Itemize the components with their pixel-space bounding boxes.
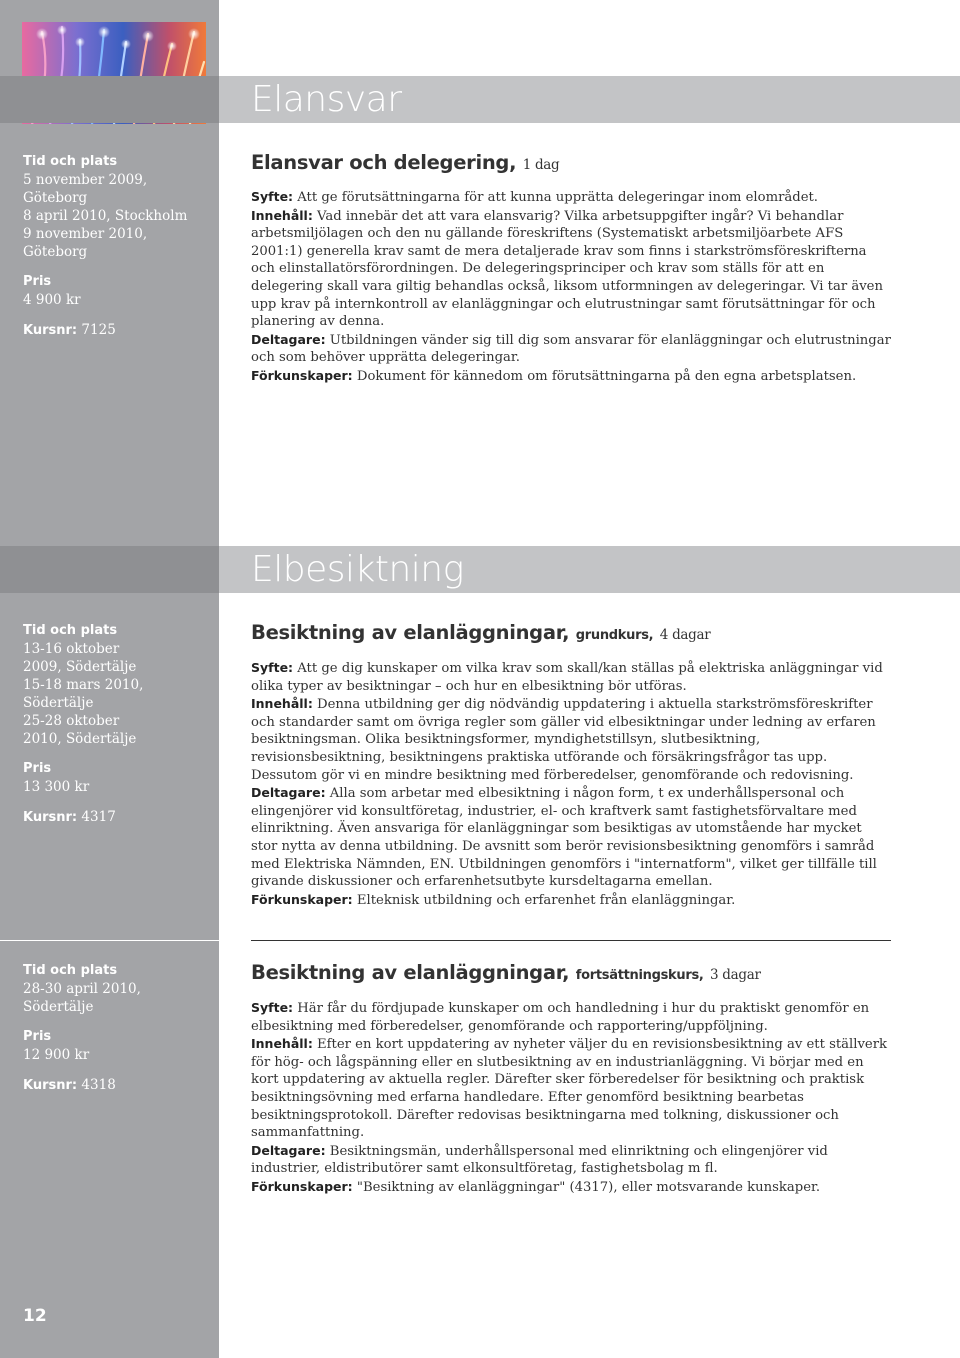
course-paragraph: [251, 659, 891, 695]
paragraph-key: Deltagare:: [251, 1142, 326, 1158]
kursnr-value: 4318: [81, 1077, 116, 1093]
course-info-fortsattningskurs: [23, 962, 213, 1095]
paragraph-text: Här får du fördjupade kunskaper om och handledning i hur du praktiskt genomför en elbesiktning med förberedelser, genomförande och rapportering/uppföljning.: [251, 1001, 870, 1034]
pris-value: 4 900 kr: [23, 292, 81, 308]
paragraph-key: Syfte:: [251, 1000, 294, 1015]
course-subtitle: fortsättningskurs,: [575, 968, 704, 983]
course-date: 28-30 april 2010, Södertälje: [23, 981, 141, 1015]
course-divider: [251, 940, 891, 941]
tid-label: Tid och plats: [23, 154, 118, 169]
paragraph-key: Syfte:: [251, 189, 294, 204]
course-title-text: Elansvar och delegering,: [251, 151, 517, 174]
pris-label: Pris: [23, 761, 52, 776]
course-paragraph: [251, 999, 891, 1035]
paragraph-key: Förkunskaper:: [251, 891, 353, 907]
course-subtitle: grundkurs,: [575, 628, 654, 643]
section-band-elbesiktning: [0, 546, 960, 593]
kursnr-label: Kursnr:: [23, 1078, 78, 1093]
course-besiktning-grundkurs: [251, 620, 891, 909]
pris-value: 13 300 kr: [23, 779, 90, 795]
course-info-grundkurs: [23, 622, 213, 827]
course-date: 9 november 2010, Göteborg: [23, 226, 148, 260]
course-date: 8 april 2010, Stockholm: [23, 208, 188, 224]
course-duration: 4 dagar: [659, 627, 711, 643]
course-paragraph: [251, 1035, 891, 1142]
course-duration: 3 dagar: [710, 967, 761, 983]
course-paragraph: [251, 695, 891, 784]
course-paragraph: [251, 1142, 891, 1178]
paragraph-key: Innehåll:: [251, 696, 313, 712]
paragraph-text: Att ge dig kunskaper om vilka krav som skall/kan ställas på elektriska anläggningar vid olika typer av besiktningar – och hur en elbesiktning bör utföras.: [251, 661, 883, 694]
course-paragraph: [251, 188, 891, 207]
tid-label: Tid och plats: [23, 963, 118, 978]
course-title: [251, 960, 891, 989]
course-paragraph: [251, 784, 891, 891]
pris-label: Pris: [23, 274, 52, 289]
paragraph-key: Innehåll:: [251, 207, 313, 223]
sidebar-divider: [0, 940, 219, 941]
course-paragraph: [251, 1178, 891, 1197]
paragraph-key: Deltagare:: [251, 331, 326, 347]
course-elansvar-delegering: [251, 150, 891, 386]
course-info-elansvar: [23, 153, 213, 340]
band-shade: [0, 546, 219, 593]
course-title: [251, 620, 891, 649]
paragraph-key: Deltagare:: [251, 785, 326, 801]
section-title: Elansvar: [251, 79, 402, 120]
paragraph-text: Dokument för kännedom om förutsättningarna på den egna arbetsplatsen.: [352, 368, 857, 384]
kursnr-label: Kursnr:: [23, 810, 78, 825]
pris-label: Pris: [23, 1029, 52, 1044]
section-title: Elbesiktning: [251, 549, 464, 590]
course-date: 5 november 2009, Göteborg: [23, 172, 148, 206]
paragraph-text: Efter en kort uppdatering av nyheter väljer du en revisionsbesiktning av ett ställverk för hög- och lågspänning eller en slutbesiktning av en industrianläggning. Vi börjar med en kort uppdatering av aktuella regler. Därefter sker förberedelser för besiktning och praktisk besiktningsövning med erfarna handledare. Efter genomförd besiktning bearbetas besiktningsprotokoll. Därefter redovisas besiktningarna med tolkning, diskussioner och sammanfattning.: [251, 1037, 888, 1141]
paragraph-text: Vad innebär det att vara elansvarig? Vilka arbetsuppgifter ingår? Vi behandlar arbetsmiljölagen och den nu gällande föreskriftens (Systematiskt arbetsmiljöarbete AFS 2001:1) generella krav samt de mera detaljerade krav som finns i starkströmsföreskrifterna och elinstallatörsförordningen. De delegeringsprinciper och krav som ställs för att en delegering skall vara giltig behandlas också, liksom utformningen av delegeringar. Vi tar även upp krav på internkontroll av elanläggningar och elutrustningar samt förutsättningar för och planering av denna.: [251, 208, 883, 330]
course-besiktning-fortsattningskurs: [251, 960, 891, 1197]
kursnr-label: Kursnr:: [23, 323, 78, 338]
band-shade: [0, 76, 219, 123]
course-date: 13-16 oktober 2009, Södertälje: [23, 641, 137, 675]
paragraph-key: Syfte:: [251, 660, 294, 675]
course-title-text: Besiktning av elanläggningar,: [251, 961, 570, 984]
paragraph-key: Förkunskaper:: [251, 1178, 353, 1194]
paragraph-text: Utbildningen vänder sig till dig som ansvarar för elanläggningar och elutrustningar och som behöver upprätta delegeringar.: [251, 332, 891, 366]
paragraph-key: Förkunskaper:: [251, 367, 353, 383]
tid-label: Tid och plats: [23, 623, 118, 638]
paragraph-text: Elteknisk utbildning och erfarenhet från elanläggningar.: [352, 892, 736, 908]
paragraph-key: Innehåll:: [251, 1036, 313, 1052]
course-title: [251, 150, 891, 178]
kursnr-value: 7125: [81, 322, 116, 338]
page-number: 12: [23, 1306, 47, 1326]
paragraph-text: Denna utbildning ger dig nödvändig uppdatering i aktuella starkströmsföreskrifter och standarder samt om övriga regler som gäller vid elbesiktningar under ledning av erfaren besiktningsman. Olika besiktningsformer, myndighetstillsyn, slutbesiktning, revisionsbesiktning, besiktningens praktiska utförande och försäkringsfrågor tas upp. Dessutom gör vi en mindre besiktning med förberedelser, genomförande och redovisning.: [251, 697, 876, 783]
paragraph-text: Alla som arbetar med elbesiktning i någon form, t ex underhållspersonal och elingenjörer vid konsultföretag, industrier, el- och kraftverk samt fastighetsförvaltare med elinriktning. Även ansvariga för elanläggningar som besiktigas av utomstående har mycket stor nytta av denna utbildning. De avsnitt som berör revisionsbesiktning genomförs i samråd med Elektriska Nämnden, EN. Utbildningen genomförs i "internatform", vilket ger tillfälle till givande diskussioner och erfarenhetsutbyte kursdeltagarna emellan.: [251, 786, 877, 890]
course-title-text: Besiktning av elanläggningar,: [251, 621, 570, 644]
course-paragraph: [251, 891, 891, 910]
section-band-elansvar: [0, 76, 960, 123]
course-duration: 1 dag: [522, 157, 560, 173]
course-paragraph: [251, 331, 891, 367]
pris-value: 12 900 kr: [23, 1047, 90, 1063]
course-paragraph: [251, 367, 891, 386]
paragraph-text: Att ge förutsättningarna för att kunna upprätta delegeringar inom elområdet.: [293, 190, 819, 205]
course-date: 15-18 mars 2010, Södertälje: [23, 677, 144, 711]
course-paragraph: [251, 207, 891, 331]
kursnr-value: 4317: [81, 809, 116, 825]
course-date: 25-28 oktober 2010, Södertälje: [23, 713, 137, 747]
paragraph-text: Besiktningsmän, underhållspersonal med elinriktning och elingenjörer vid industrier, eldistributörer samt elkonsultföretag, fastighetsbolag m fl.: [251, 1143, 828, 1177]
paragraph-text: "Besiktning av elanläggningar" (4317), eller motsvarande kunskaper.: [352, 1179, 821, 1195]
